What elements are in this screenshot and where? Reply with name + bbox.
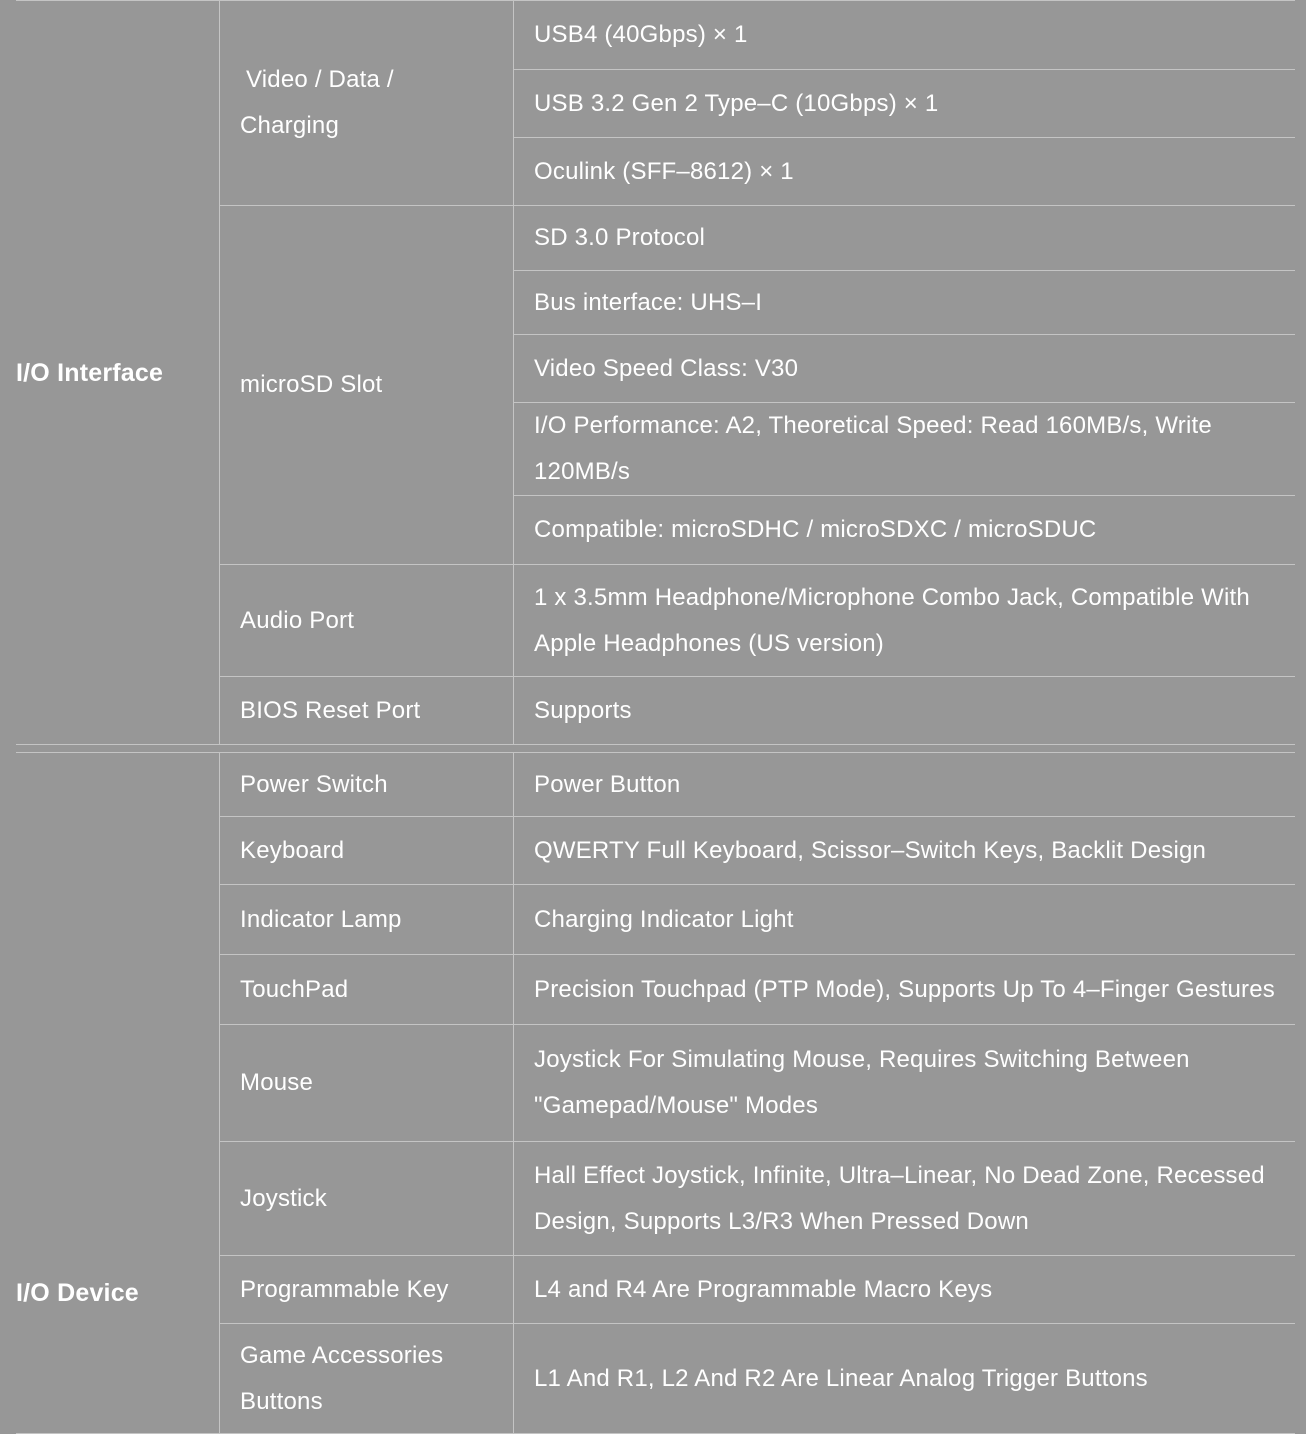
feature-label-audio: Audio Port [220, 565, 514, 677]
table-row [16, 753, 1295, 817]
spec-value: Supports [514, 677, 1296, 745]
io-interface-table [16, 0, 1295, 745]
spec-value: Joystick For Simulating Mouse, Requires Switching Between "Gamepad/Mouse" Modes [514, 1025, 1296, 1142]
feature-label-video-data-charging [220, 1, 514, 206]
spec-value: Hall Effect Joystick, Infinite, Ultra–Linear, No Dead Zone, Recessed Design, Supports L3/R3 When Pressed Down [514, 1142, 1296, 1256]
spec-value: Bus interface: UHS–I [514, 271, 1296, 335]
spec-value: 1 x 3.5mm Headphone/Microphone Combo Jack, Compatible With Apple Headphones (US version) [514, 565, 1296, 677]
spec-value: QWERTY Full Keyboard, Scissor–Switch Keys, Backlit Design [514, 817, 1296, 885]
spec-value: Video Speed Class: V30 [514, 335, 1296, 403]
feature-label-line2: Charging [240, 112, 339, 139]
spec-value: Compatible: microSDHC / microSDXC / microSDUC [514, 496, 1296, 565]
feature-label-bios: BIOS Reset Port [220, 677, 514, 745]
feature-label: Game Accessories Buttons [220, 1324, 514, 1434]
feature-label: Programmable Key [220, 1256, 514, 1324]
spec-value: L1 And R1, L2 And R2 Are Linear Analog Trigger Buttons [514, 1324, 1296, 1434]
table-row [16, 1, 1295, 70]
spec-value: Oculink (SFF–8612) × 1 [514, 138, 1296, 206]
spec-value: I/O Performance: A2, Theoretical Speed: Read 160MB/s, Write 120MB/s [514, 403, 1296, 496]
spec-value: USB4 (40Gbps) × 1 [514, 1, 1296, 70]
spec-value: Charging Indicator Light [514, 885, 1296, 955]
spec-value: Power Button [514, 753, 1296, 817]
spec-value: L4 and R4 Are Programmable Macro Keys [514, 1256, 1296, 1324]
section-title-io-interface: I/O Interface [16, 1, 220, 745]
feature-label: Joystick [220, 1142, 514, 1256]
spec-value: Precision Touchpad (PTP Mode), Supports Up To 4–Finger Gestures [514, 955, 1296, 1025]
spec-value: USB 3.2 Gen 2 Type–C (10Gbps) × 1 [514, 70, 1296, 138]
feature-label: Mouse [220, 1025, 514, 1142]
feature-label: Keyboard [220, 817, 514, 885]
feature-label: Indicator Lamp [220, 885, 514, 955]
feature-label: Power Switch [220, 753, 514, 817]
feature-label-line1: Video / Data / [246, 66, 394, 93]
feature-label-microsd: microSD Slot [220, 206, 514, 565]
spec-value: SD 3.0 Protocol [514, 206, 1296, 271]
feature-label: TouchPad [220, 955, 514, 1025]
io-device-table [16, 752, 1295, 1434]
section-title-io-device: I/O Device [16, 753, 220, 1434]
